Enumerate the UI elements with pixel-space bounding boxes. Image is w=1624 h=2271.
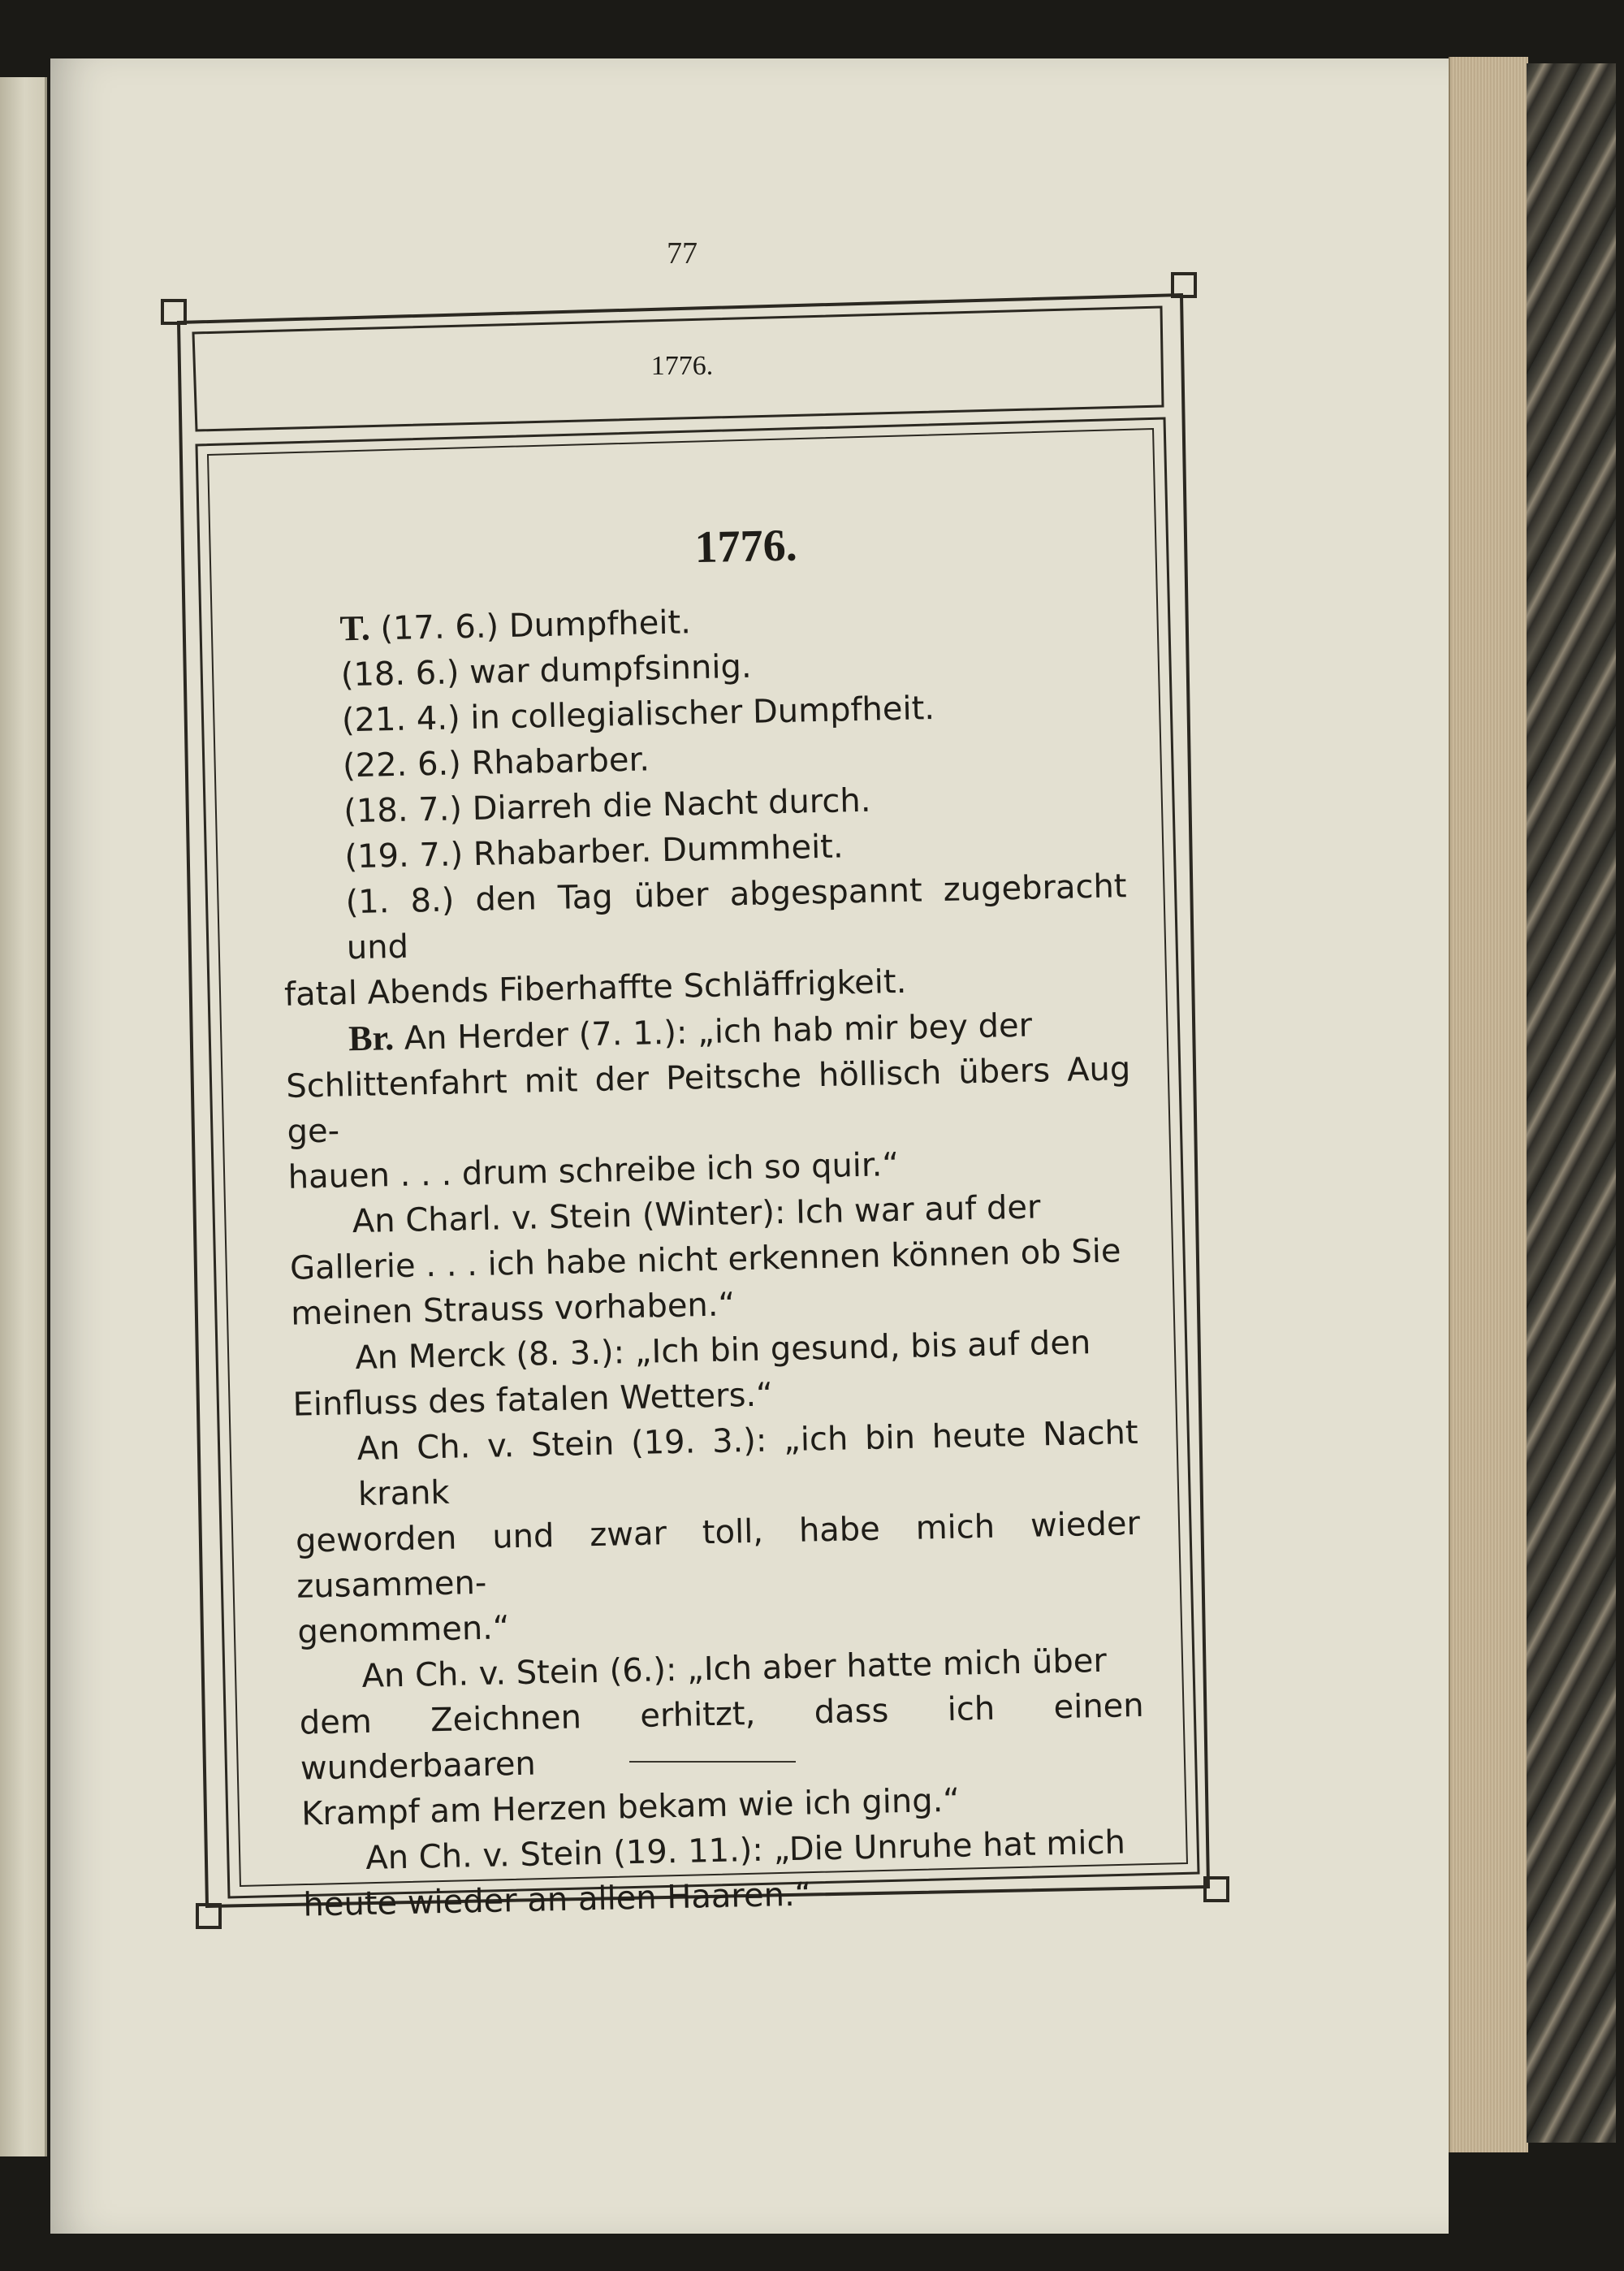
page-number: 77: [667, 236, 698, 270]
diary-entry: (18. 7.) Diarreh die Nacht durch.: [343, 781, 871, 831]
letter-line: heute wieder an allen Haaren.“: [303, 1875, 812, 1924]
letter-entry: An Merck (8. 3.): „Ich bin gesund, bis auf den: [354, 1324, 1091, 1378]
diary-entry: (21. 4.) in collegialischer Dumpfheit.: [341, 690, 935, 740]
diary-entry-continuation: fatal Abends Fiberhaffte Schläffrigkeit.: [283, 962, 907, 1014]
letter-line: hauen . . . drum schreibe ich so quir.“: [287, 1146, 900, 1196]
corner-square-top-left: [162, 301, 185, 323]
sigla-tagebuch: T.: [339, 608, 371, 649]
diary-entry: (22. 6.) Rhabarber.: [342, 741, 650, 785]
corner-square-bottom-left: [197, 1905, 220, 1927]
letter-entry: An Charl. v. Stein (Winter): Ich war auf der: [352, 1188, 1041, 1241]
letter-entry: An Ch. v. Stein (19. 3.): „ich bin heute Nacht krank: [356, 1413, 1139, 1514]
letter-line: geworden und zwar toll, habe mich wieder zusammen-: [295, 1504, 1141, 1606]
letter-line: Krampf am Herzen bekam wie ich ging.“: [300, 1781, 961, 1833]
letter-line: meinen Strauss vorhaben.“: [290, 1286, 736, 1333]
letter-entry: Br. An Herder (7. 1.): „ich hab mir bey der: [348, 1006, 1033, 1059]
diary-entry: (1. 8.) den Tag über abgespannt zugebracht und: [345, 867, 1127, 967]
diary-entry: T. (17. 6.) Dumpfheit.: [339, 603, 692, 649]
letter-line: genommen.“: [297, 1609, 511, 1651]
sigla-briefe: Br.: [348, 1018, 395, 1059]
letter-line: Schlittenfahrt mit der Peitsche höllisch übers Aug ge-: [285, 1050, 1131, 1151]
running-header: 1776.: [650, 351, 714, 381]
text-block: [274, 510, 1148, 1927]
letter-entry: An Ch. v. Stein (19. 11.): „Die Unruhe hat mich: [365, 1823, 1126, 1878]
letter-line: Gallerie . . . ich habe nicht erkennen können ob Sie: [289, 1232, 1121, 1287]
closing-rule: [629, 1761, 796, 1763]
letter-entry: An Ch. v. Stein (6.): „Ich aber hatte mich über: [361, 1642, 1108, 1696]
letter-line: dem Zeichnen erhitzt, dass ich einen wunderbaaren: [299, 1686, 1145, 1788]
letter-line: Einfluss des fatalen Wetters.“: [292, 1376, 774, 1424]
corner-square-top-right: [1173, 274, 1195, 296]
section-title: 1776.: [693, 520, 798, 573]
diary-entry: (19. 7.) Rhabarber. Dummheit.: [344, 828, 844, 876]
diary-entry: (18. 6.) war dumpfsinnig.: [340, 647, 753, 694]
